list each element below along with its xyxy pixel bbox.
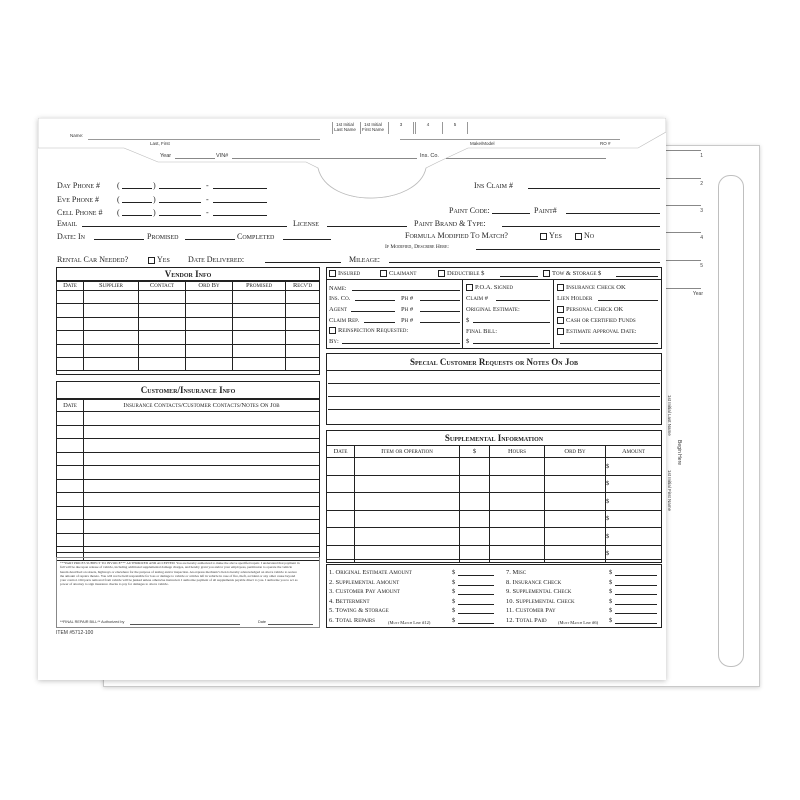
orig-estimate-dollar: $ bbox=[466, 317, 470, 324]
checkbox-icon bbox=[557, 328, 564, 335]
date-delivered-label: Date Delivered: bbox=[188, 255, 245, 264]
checkbox-icon bbox=[540, 233, 547, 240]
insured-check[interactable]: Insured bbox=[329, 269, 360, 278]
year-line[interactable] bbox=[175, 158, 215, 159]
formula-modified-label: Formula Modified To Match? bbox=[405, 231, 508, 240]
authorized-signature-line[interactable] bbox=[130, 624, 240, 625]
total-line-label: 8. Insurance Check bbox=[506, 578, 562, 586]
day-phone-label: Day Phone # bbox=[57, 181, 101, 190]
agent-ph-label: Ph # bbox=[401, 306, 414, 313]
table-row[interactable] bbox=[57, 466, 320, 480]
supp-col-date: Date bbox=[327, 446, 355, 458]
day-phone-input[interactable] bbox=[159, 188, 201, 189]
email-label: Email bbox=[57, 219, 78, 228]
table-row[interactable]: $ bbox=[327, 528, 662, 546]
checkbox-icon bbox=[557, 284, 564, 291]
eve-area-code-input[interactable] bbox=[122, 202, 152, 203]
table-row[interactable]: $ bbox=[327, 510, 662, 528]
paint-brand-input[interactable] bbox=[502, 226, 660, 227]
right-tab: 1 bbox=[656, 150, 701, 151]
tow-check[interactable]: Tow & Storage $ bbox=[543, 269, 601, 278]
right-tab: 3 bbox=[656, 205, 701, 206]
orig-estimate-input[interactable] bbox=[473, 322, 550, 323]
tab-number: 5 bbox=[442, 122, 468, 134]
make-model-label: Make/Model bbox=[470, 141, 495, 146]
table-row[interactable] bbox=[57, 357, 320, 370]
supp-col-dollar: $ bbox=[460, 446, 490, 458]
total-line-dollar: $ bbox=[609, 588, 613, 595]
ci-col-date: Date bbox=[57, 399, 84, 412]
table-row[interactable] bbox=[57, 317, 320, 330]
side-label: Begin Here bbox=[676, 440, 682, 466]
email-input[interactable] bbox=[82, 226, 287, 227]
total-line-dollar: $ bbox=[609, 616, 613, 624]
mileage-label: Mileage: bbox=[349, 255, 380, 264]
date-in-input[interactable] bbox=[94, 239, 144, 240]
table-row[interactable]: $ bbox=[327, 493, 662, 511]
checkbox-icon bbox=[438, 270, 445, 277]
checkbox-icon bbox=[543, 270, 550, 277]
total-line-label: 5. Towing & Storage bbox=[329, 607, 389, 614]
total-line-input[interactable] bbox=[458, 585, 494, 586]
formula-no[interactable]: No bbox=[575, 231, 594, 240]
total-line-label: 7. Misc bbox=[506, 569, 527, 576]
ins-co-label: Ins. Co. bbox=[420, 153, 439, 159]
total-line-input[interactable] bbox=[615, 575, 657, 576]
special-requests-title: Special Customer Requests or Notes On Job bbox=[327, 354, 661, 371]
vin-label: VIN# bbox=[216, 153, 229, 159]
paint-code-label: Paint Code: bbox=[449, 206, 490, 215]
paint-brand-label: Paint Brand & Type: bbox=[414, 219, 486, 228]
name-line[interactable] bbox=[88, 139, 320, 140]
vendor-info-title: Vendor Info bbox=[57, 268, 319, 282]
year-label: Year bbox=[160, 153, 172, 159]
claim-rep-input[interactable] bbox=[364, 322, 395, 323]
tab-number: 4 bbox=[415, 122, 440, 134]
special-requests-box bbox=[326, 353, 662, 425]
estimate-approval-check[interactable]: Estimate Approval Date: bbox=[557, 327, 636, 336]
total-line-input[interactable] bbox=[615, 594, 657, 595]
total-line-input[interactable] bbox=[458, 613, 494, 614]
make-model-line[interactable] bbox=[400, 139, 620, 140]
table-row[interactable] bbox=[57, 533, 320, 547]
checkbox-icon bbox=[148, 257, 155, 264]
ro-label: RO # bbox=[600, 141, 611, 146]
right-tab: 2 bbox=[656, 178, 701, 179]
total-line-dollar: $ bbox=[609, 597, 613, 605]
cash-funds-check[interactable]: Cash or Certified Funds bbox=[557, 316, 636, 325]
cell-area-code-input[interactable] bbox=[122, 215, 152, 216]
ci-col-contacts: Insurance Contacts/Customer Contacts/Notes On Job bbox=[84, 399, 320, 412]
vendor-col-promised: Promised bbox=[233, 281, 286, 291]
total-line-dollar: $ bbox=[452, 607, 456, 614]
total-line-dollar: $ bbox=[452, 616, 456, 624]
agent-label: Agent bbox=[329, 306, 348, 313]
tab-number: 3 bbox=[388, 122, 414, 134]
claim-rep-ph-input[interactable] bbox=[420, 322, 460, 323]
if-modified-label: If Modified, Describe Here: bbox=[385, 244, 449, 250]
total-line-input[interactable] bbox=[458, 623, 494, 624]
vendor-table bbox=[56, 280, 320, 371]
agent-input[interactable] bbox=[351, 311, 395, 312]
total-line-label: 6. Total Repairs bbox=[329, 616, 376, 624]
completed-input[interactable] bbox=[283, 239, 331, 240]
total-line-input[interactable] bbox=[615, 585, 657, 586]
license-label: License bbox=[293, 219, 319, 228]
right-note: (Must Match Line #6) bbox=[558, 620, 599, 625]
total-line-dollar: $ bbox=[609, 569, 613, 576]
paint-num-label: Paint# bbox=[534, 206, 557, 215]
disclaimer-text: ***PART PRICES SUBJECT TO INVOICE*** AUTHORIZED AND ACCEPTED: You are hereby authorized to make the above specified repair. I understand that payment in full will be due upon release of vehicle, including additional supplemental damage charges, and hereby grant you and/or your employees, permission to operate the vehicle herein described on streets, highways or elsewhere for the purpose of testing and/or inspection. An express mechanic's lien is hereby acknowledged on above vehicle to secure the amount of repairs thereto. You will not be held responsible for loss or damage to vehicle or articles left in vehicle in case of fire, theft, accident or any other cause beyond your control. Old parts removed from vehicle will be junked unless otherwise instructed. I authorize payment of all supplements payable direct to you. I authorize you to act as power of attorney to sign insurance checks to pay for damages to above vehicle. bbox=[60, 561, 300, 587]
ins-name-label: Name: bbox=[329, 285, 347, 292]
total-line-label: 10. Supplemental Check bbox=[506, 597, 575, 605]
final-bill-authorized-label: **FINAL REPAIR BILL** Authorized by bbox=[60, 620, 125, 624]
date-sign-line[interactable] bbox=[268, 624, 313, 625]
vendor-col-supplier: Supplier bbox=[84, 281, 139, 291]
supplemental-title: Supplemental Information bbox=[444, 433, 544, 443]
ins-co-field-label: Ins. Co. bbox=[329, 295, 351, 302]
table-row[interactable] bbox=[57, 291, 320, 304]
cell-phone-label: Cell Phone # bbox=[57, 208, 103, 217]
first-initial-last-tab: 1st Initial Last Name bbox=[332, 122, 357, 134]
table-row[interactable]: $ bbox=[327, 545, 662, 563]
day-phone-suffix[interactable] bbox=[213, 188, 267, 189]
ins-co-ph-label: Ph # bbox=[401, 295, 414, 302]
total-line-input[interactable] bbox=[615, 623, 657, 624]
by-input[interactable] bbox=[342, 343, 460, 344]
left-note: (Must Match Line #12) bbox=[388, 620, 431, 625]
supp-col-amount: Amount bbox=[606, 446, 662, 458]
table-row[interactable] bbox=[57, 412, 320, 426]
paint-code-input[interactable] bbox=[492, 213, 530, 214]
orig-estimate-label: Original Estimate: bbox=[466, 306, 520, 313]
checkbox-icon bbox=[329, 270, 336, 277]
customer-insurance-title: Customer/Insurance Info bbox=[57, 382, 319, 400]
deductible-input[interactable] bbox=[500, 276, 538, 277]
claimant-check[interactable]: Claimant bbox=[380, 269, 416, 278]
mileage-input[interactable] bbox=[389, 262, 660, 263]
table-row[interactable] bbox=[57, 493, 320, 507]
by-label: By: bbox=[329, 338, 339, 345]
if-modified-input[interactable] bbox=[476, 249, 660, 250]
tow-input[interactable] bbox=[616, 276, 658, 277]
total-line-dollar: $ bbox=[452, 597, 456, 605]
claim-label: Claim # bbox=[466, 295, 488, 302]
final-bill-input[interactable] bbox=[473, 343, 550, 344]
deductible-check[interactable]: Deductible $ bbox=[438, 269, 484, 278]
notes-line[interactable] bbox=[328, 396, 660, 397]
estimate-approval-input[interactable] bbox=[560, 343, 658, 344]
right-tab: 5 bbox=[656, 260, 701, 261]
vin-line[interactable] bbox=[232, 158, 417, 159]
total-line-dollar: $ bbox=[609, 578, 613, 586]
checkbox-icon bbox=[575, 233, 582, 240]
supp-col-ord-by: Ord By bbox=[545, 446, 606, 458]
vendor-col-date: Date bbox=[57, 281, 84, 291]
checkbox-icon bbox=[557, 306, 564, 313]
ins-co-line[interactable] bbox=[446, 158, 606, 159]
date-in-label: Date: In bbox=[57, 232, 85, 241]
date-delivered-input[interactable] bbox=[265, 262, 341, 263]
total-line-label: 3. Customer Pay Amount bbox=[329, 588, 400, 595]
ins-co-ph-input[interactable] bbox=[420, 300, 460, 301]
notes-line[interactable] bbox=[328, 409, 660, 410]
table-row[interactable] bbox=[57, 506, 320, 520]
customer-insurance-table bbox=[56, 398, 320, 561]
notes-line[interactable] bbox=[328, 383, 660, 384]
total-line-label: 9. Supplemental Check bbox=[506, 588, 572, 595]
supp-col-hours: Hours bbox=[490, 446, 545, 458]
total-line-label: 1. Original Estimate Amount bbox=[329, 569, 412, 576]
last-first-label: Last, First bbox=[150, 141, 170, 146]
table-row[interactable] bbox=[57, 479, 320, 493]
total-line-label: 12. Total Paid bbox=[506, 616, 547, 624]
total-line-input[interactable] bbox=[458, 594, 494, 595]
final-bill-label: Final Bill: bbox=[466, 328, 498, 335]
right-tab: Year bbox=[656, 288, 701, 289]
total-line-input[interactable] bbox=[458, 604, 494, 605]
ins-co-input[interactable] bbox=[355, 300, 395, 301]
table-row[interactable] bbox=[57, 331, 320, 344]
completed-label: Completed bbox=[237, 232, 275, 241]
reinspection-check[interactable]: Reinspection Requested: bbox=[329, 326, 408, 335]
ins-name-input[interactable] bbox=[352, 290, 460, 291]
supplemental-table bbox=[326, 445, 662, 563]
side-label: 1st Initial Last Name bbox=[667, 395, 672, 436]
ins-check-ok[interactable]: Insurance Check OK bbox=[557, 283, 626, 292]
lien-holder-input[interactable] bbox=[598, 300, 658, 301]
checkbox-icon bbox=[380, 270, 387, 277]
table-row[interactable] bbox=[57, 439, 320, 453]
day-area-code-input[interactable] bbox=[122, 188, 152, 189]
table-row[interactable] bbox=[57, 452, 320, 466]
right-tab: 4 bbox=[656, 232, 701, 233]
promised-input[interactable] bbox=[185, 239, 235, 240]
table-row[interactable] bbox=[57, 520, 320, 534]
checkbox-icon bbox=[466, 284, 473, 291]
formula-yes[interactable]: Yes bbox=[540, 231, 562, 240]
license-input[interactable] bbox=[327, 226, 407, 227]
claim-input[interactable] bbox=[496, 300, 550, 301]
rental-car-label: Rental Car Needed? bbox=[57, 255, 129, 264]
item-number: ITEM #5712-100 bbox=[56, 630, 94, 636]
eve-phone-suffix[interactable] bbox=[213, 202, 267, 203]
vendor-col-contact: Contact bbox=[139, 281, 186, 291]
date-label: Date bbox=[258, 620, 267, 624]
total-line-dollar: $ bbox=[609, 607, 613, 614]
rental-yes[interactable]: Yes bbox=[148, 255, 170, 264]
first-initial-first-tab: 1st Initial First Name bbox=[361, 122, 384, 132]
paint-num-input[interactable] bbox=[566, 213, 660, 214]
checkbox-icon bbox=[557, 317, 564, 324]
total-line-dollar: $ bbox=[452, 588, 456, 595]
total-line-dollar: $ bbox=[452, 569, 456, 576]
final-bill-dollar: $ bbox=[466, 338, 470, 345]
table-row[interactable] bbox=[57, 344, 320, 357]
eve-phone-label: Eve Phone # bbox=[57, 195, 99, 204]
claim-rep-label: Claim Rep. bbox=[329, 317, 360, 324]
total-line-label: 11. Customer Pay bbox=[506, 607, 556, 614]
supp-col-item: Item or Operation bbox=[355, 446, 460, 458]
lien-holder-label: Lien Holder bbox=[557, 295, 593, 302]
vendor-col-recvd: Recv'd bbox=[286, 281, 320, 291]
total-line-dollar: $ bbox=[452, 578, 456, 586]
table-row[interactable]: $ bbox=[327, 475, 662, 493]
total-line-input[interactable] bbox=[458, 575, 494, 576]
poa-check[interactable]: P.O.A. Signed bbox=[466, 283, 513, 292]
table-row[interactable] bbox=[57, 425, 320, 439]
cell-phone-suffix[interactable] bbox=[213, 215, 267, 216]
checkbox-icon bbox=[329, 327, 336, 334]
ins-claim-input[interactable] bbox=[528, 188, 660, 189]
total-line-input[interactable] bbox=[615, 613, 657, 614]
eve-phone-input[interactable] bbox=[159, 202, 201, 203]
total-line-label: 4. Betterment bbox=[329, 597, 370, 605]
name-label: Name: bbox=[70, 133, 84, 138]
table-row[interactable] bbox=[57, 304, 320, 317]
agent-ph-input[interactable] bbox=[420, 311, 460, 312]
cell-phone-input[interactable] bbox=[159, 215, 201, 216]
promised-label: Promised bbox=[147, 232, 179, 241]
vendor-col-ord-by: Ord By bbox=[186, 281, 233, 291]
personal-check-ok[interactable]: Personal Check OK bbox=[557, 305, 623, 314]
claim-rep-ph-label: Ph # bbox=[401, 317, 414, 324]
side-label: 1st Initial First Name bbox=[667, 470, 672, 512]
table-row[interactable]: $ bbox=[327, 458, 662, 476]
ins-claim-label: Ins Claim # bbox=[474, 181, 514, 190]
total-line-label: 2. Supplemental Amount bbox=[329, 578, 400, 586]
total-line-input[interactable] bbox=[615, 604, 657, 605]
right-pocket-slot bbox=[718, 175, 744, 667]
